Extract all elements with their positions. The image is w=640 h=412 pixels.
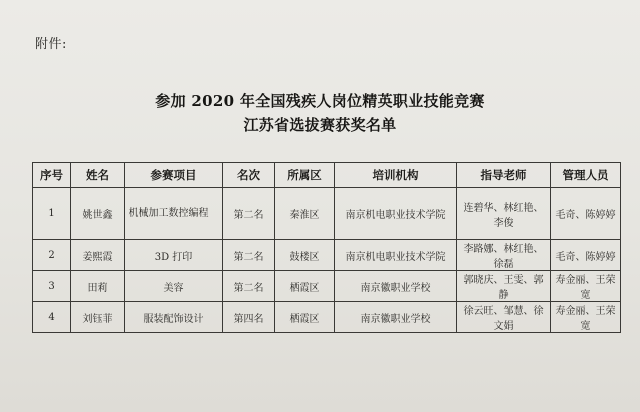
award-table (32, 162, 621, 333)
cell-managers: 毛奇、陈婷婷 (551, 240, 621, 271)
cell-district: 栖霞区 (275, 302, 335, 333)
cell-instructors: 郭晓庆、王雯、郭静 (457, 271, 551, 302)
cell-project: 美容 (125, 271, 223, 302)
header-district: 所属区 (275, 163, 335, 188)
header-name: 姓名 (71, 163, 125, 188)
cell-district: 秦淮区 (275, 188, 335, 240)
cell-institution: 南京机电职业技术学院 (335, 188, 457, 240)
cell-instructors: 徐云旺、邹慧、徐文娟 (457, 302, 551, 333)
cell-district: 鼓楼区 (275, 240, 335, 271)
cell-institution: 南京徽职业学校 (335, 271, 457, 302)
cell-name: 田莉 (71, 271, 125, 302)
table-row (33, 302, 621, 333)
attachment-label: 附件: (35, 37, 67, 52)
cell-rank: 第二名 (223, 271, 275, 302)
document-subtitle: 江苏省选拔赛获奖名单 (243, 116, 397, 134)
cell-rank: 第二名 (223, 188, 275, 240)
cell-district: 栖霞区 (275, 271, 335, 302)
cell-institution: 南京徽职业学校 (335, 302, 457, 333)
cell-project: 3D 打印 (125, 240, 223, 271)
table-row (33, 240, 621, 271)
cell-institution: 南京机电职业技术学院 (335, 240, 457, 271)
header-rank: 名次 (223, 163, 275, 188)
header-instructors: 指导老师 (457, 163, 551, 188)
header-index: 序号 (33, 163, 71, 188)
cell-project-text: 机械加工数控编程 (128, 208, 209, 219)
cell-instructors: 连碧华、林红艳、李俊 (457, 188, 551, 240)
cell-rank: 第二名 (223, 240, 275, 271)
cell-managers: 毛奇、陈婷婷 (551, 188, 621, 240)
cell-index: 2 (33, 240, 71, 271)
cell-project: 服装配饰设计 (125, 302, 223, 333)
cell-managers: 寿金丽、王荣宽 (551, 302, 621, 333)
cell-name: 姚世鑫 (71, 188, 125, 240)
cell-name: 刘钰菲 (71, 302, 125, 333)
header-project: 参赛项目 (125, 163, 223, 188)
cell-name: 姜熙霞 (71, 240, 125, 271)
table-header-row (33, 163, 621, 188)
table-row (33, 188, 621, 240)
cell-index: 4 (33, 302, 71, 333)
cell-rank: 第四名 (223, 302, 275, 333)
cell-index: 1 (33, 188, 71, 240)
cell-project (125, 188, 223, 240)
header-institution: 培训机构 (335, 163, 457, 188)
document-title: 参加 2020 年全国残疾人岗位精英职业技能竞赛 (155, 92, 485, 110)
cell-instructors: 李路娜、林红艳、徐磊 (457, 240, 551, 271)
cell-index: 3 (33, 271, 71, 302)
table-row (33, 271, 621, 302)
cell-managers: 寿金丽、王荣宽 (551, 271, 621, 302)
header-managers: 管理人员 (551, 163, 621, 188)
